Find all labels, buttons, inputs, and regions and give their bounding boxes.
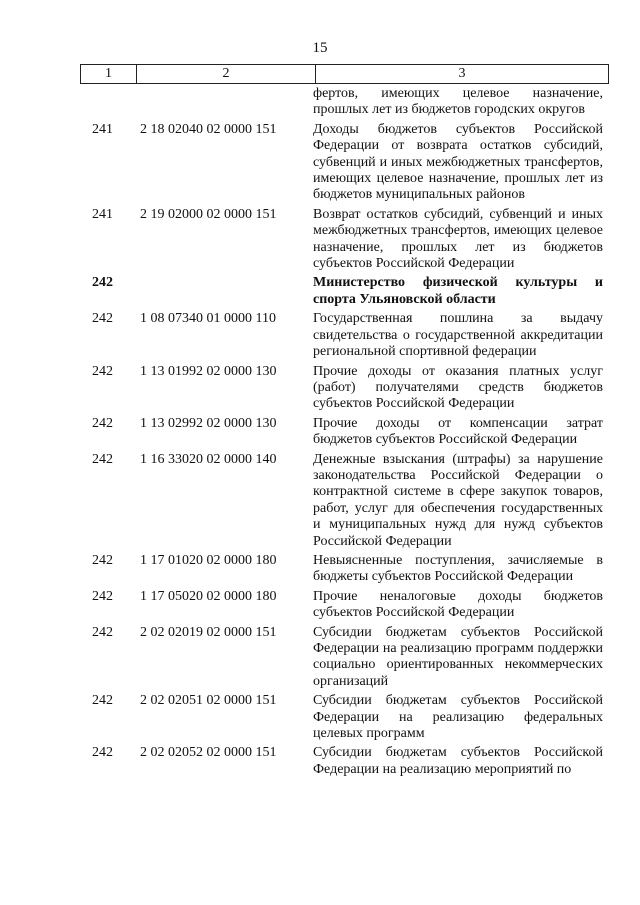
revenue-description: Министерство физической культуры и спорта Ульяновской области [313, 275, 603, 307]
page-number: 15 [312, 40, 328, 56]
budget-classification-code: 2 02 02052 02 0000 151 [140, 745, 277, 761]
revenue-description: Государственная пошлина за выдачу свидетельства о государственной аккредитации региональной спортивной федерации [313, 311, 603, 360]
column-header-1: 1 [81, 65, 137, 83]
column-header-3: 3 [458, 66, 466, 81]
admin-code: 241 [92, 121, 113, 137]
budget-classification-code: 1 16 33020 02 0000 140 [140, 451, 277, 467]
admin-code: 242 [92, 552, 113, 568]
table-row [80, 311, 609, 360]
budget-classification-code: 1 13 01992 02 0000 130 [140, 363, 277, 379]
revenue-description: Прочие доходы от оказания платных услуг (работ) получателями средств бюджетов субъектов Российской Федерации [313, 363, 603, 412]
budget-classification-code: 2 18 02040 02 0000 151 [140, 121, 277, 137]
table-row [80, 207, 609, 273]
admin-code: 242 [92, 693, 113, 709]
table-row [80, 745, 609, 778]
table-row [80, 589, 609, 622]
admin-code: 242 [92, 745, 113, 761]
table-row [80, 693, 609, 742]
revenue-description: Доходы бюджетов субъектов Российской Федерации от возврата остатков субсидий, субвенций и иных межбюджетных трансфертов, имеющих целевое назначение, прошлых лет из бюджетов муниципальных районов [313, 121, 603, 203]
budget-classification-code: 1 13 02992 02 0000 130 [140, 415, 277, 431]
revenue-description: Прочие неналоговые доходы бюджетов субъектов Российской Федерации [313, 588, 603, 621]
budget-classification-code: 2 02 02051 02 0000 151 [140, 693, 277, 709]
budget-classification-code: 2 19 02000 02 0000 151 [140, 206, 277, 222]
table-row [80, 122, 609, 204]
budget-classification-code: 1 08 07340 01 0000 110 [140, 311, 276, 327]
admin-code: 242 [92, 415, 113, 431]
table-row [80, 416, 609, 449]
revenue-description: Субсидии бюджетам субъектов Российской Федерации на реализацию мероприятий по [313, 745, 603, 777]
budget-classification-code [135, 275, 313, 308]
table-row [80, 364, 609, 413]
table-row [80, 553, 609, 586]
table-body [80, 86, 609, 781]
revenue-description: фертов, имеющих целевое назначение, прошлых лет из бюджетов городских округов [313, 86, 603, 118]
admin-code: 242 [92, 311, 113, 327]
revenue-description: Денежные взыскания (штрафы) за нарушение законодательства Российской Федерации о контрактной системе в сфере закупок товаров, работ, услуг для обеспечения государственных и муниципальных нужд для нужд субъектов Российской Федерации [313, 451, 603, 549]
admin-code: 242 [92, 624, 113, 640]
budget-classification-code: 2 02 02019 02 0000 151 [140, 624, 277, 640]
revenue-description: Прочие доходы от компенсации затрат бюджетов субъектов Российской Федерации [313, 415, 603, 448]
revenue-description: Субсидии бюджетам субъектов Российской Федерации на реализацию программ поддержки социально ориентированных некоммерческих организаций [313, 624, 603, 689]
admin-code: 242 [92, 451, 113, 467]
admin-code: 241 [92, 206, 113, 222]
table-row [80, 86, 609, 119]
table-row [80, 625, 609, 691]
budget-classification-code: 1 17 05020 02 0000 180 [140, 588, 277, 604]
revenue-description: Невыясненные поступления, зачисляемые в бюджеты субъектов Российской Федерации [313, 552, 603, 585]
table-row [80, 452, 609, 550]
admin-code: 242 [92, 588, 113, 604]
admin-code: 242 [92, 275, 113, 291]
budget-classification-code [135, 86, 313, 119]
revenue-description: Возврат остатков субсидий, субвенций и иных межбюджетных трансфертов, имеющих целевое назначение, прошлых лет из бюджетов субъектов Российской Федерации [313, 206, 603, 272]
admin-code: 242 [92, 363, 113, 379]
table-row [80, 275, 609, 308]
revenue-description: Субсидии бюджетам субъектов Российской Федерации на реализацию федеральных целевых программ [313, 693, 603, 742]
budget-classification-code: 1 17 01020 02 0000 180 [140, 552, 277, 568]
column-header-2: 2 [137, 65, 316, 83]
admin-code [80, 86, 135, 119]
table-header [80, 64, 609, 84]
